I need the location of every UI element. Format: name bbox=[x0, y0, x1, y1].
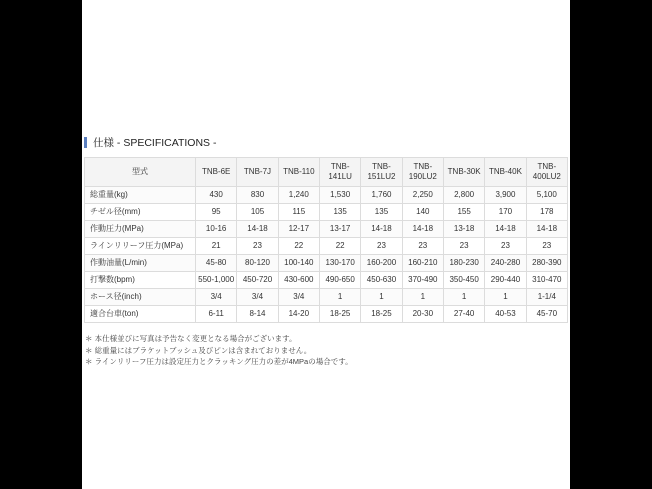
table-cell: 290-440 bbox=[485, 272, 526, 289]
table-cell: 45-80 bbox=[196, 255, 237, 272]
footnote-item: ＊ 本仕様並びに写真は予告なく変更となる場合がございます。 bbox=[85, 334, 297, 343]
table-cell: 22 bbox=[278, 238, 319, 255]
table-cell: 18-25 bbox=[319, 306, 360, 323]
footnote-item: ＊ 総重量にはブラケットブッシュ及びピンは含まれておりません。 bbox=[85, 345, 312, 355]
table-cell: 95 bbox=[196, 204, 237, 221]
table-corner-header: 型式 bbox=[85, 158, 196, 187]
table-row bbox=[85, 238, 568, 255]
table-cell: 14-18 bbox=[485, 221, 526, 238]
table-cell: 3/4 bbox=[196, 289, 237, 306]
table-row-label: 総重量(kg) bbox=[85, 187, 196, 204]
table-cell: 23 bbox=[361, 238, 402, 255]
table-cell: 115 bbox=[278, 204, 319, 221]
table-row bbox=[85, 255, 568, 272]
table-cell: 23 bbox=[485, 238, 526, 255]
table-cell: 160-200 bbox=[361, 255, 402, 272]
table-cell: 23 bbox=[443, 238, 484, 255]
table-row-label: 作動油量(L/min) bbox=[85, 255, 196, 272]
table-row bbox=[85, 272, 568, 289]
table-row-label: チゼル径(mm) bbox=[85, 204, 196, 221]
table-cell: 14-18 bbox=[361, 221, 402, 238]
table-row bbox=[85, 289, 568, 306]
table-row-label: 打撃数(bpm) bbox=[85, 272, 196, 289]
table-cell: 450-720 bbox=[237, 272, 278, 289]
table-row-label: ラインリリーフ圧力(MPa) bbox=[85, 238, 196, 255]
table-cell: 1,530 bbox=[319, 187, 360, 204]
table-row bbox=[85, 187, 568, 204]
specifications-table bbox=[84, 157, 568, 323]
table-cell: 430-600 bbox=[278, 272, 319, 289]
table-row-label: 適合台車(ton) bbox=[85, 306, 196, 323]
table-cell: 240-280 bbox=[485, 255, 526, 272]
table-cell: 2,800 bbox=[443, 187, 484, 204]
footnote-item: ＊ ラインリリーフ圧力は設定圧力とクラッキング圧力の差が4MPaの場合です。 bbox=[85, 357, 353, 367]
table-cell: 45-70 bbox=[526, 306, 567, 323]
table-cell: 5,100 bbox=[526, 187, 567, 204]
table-cell: 8-14 bbox=[237, 306, 278, 323]
table-row bbox=[85, 306, 568, 323]
table-row-label: 作動圧力(MPa) bbox=[85, 221, 196, 238]
table-cell: 3/4 bbox=[237, 289, 278, 306]
table-row bbox=[85, 221, 568, 238]
table-cell: 3,900 bbox=[485, 187, 526, 204]
table-cell: 18-25 bbox=[361, 306, 402, 323]
table-cell: 22 bbox=[319, 238, 360, 255]
table-cell: 180-230 bbox=[443, 255, 484, 272]
table-column-header: TNB-40K bbox=[485, 158, 526, 187]
table-cell: 160-210 bbox=[402, 255, 443, 272]
table-cell: 80-120 bbox=[237, 255, 278, 272]
table-cell: 140 bbox=[402, 204, 443, 221]
table-cell: 370-490 bbox=[402, 272, 443, 289]
accent-bar-icon bbox=[84, 137, 87, 148]
table-cell: 40-53 bbox=[485, 306, 526, 323]
table-cell: 830 bbox=[237, 187, 278, 204]
table-column-header: TNB-151LU2 bbox=[361, 158, 402, 187]
table-cell: 1,760 bbox=[361, 187, 402, 204]
table-cell: 23 bbox=[237, 238, 278, 255]
specifications-section bbox=[82, 135, 570, 368]
table-cell: 170 bbox=[485, 204, 526, 221]
table-cell: 1 bbox=[361, 289, 402, 306]
footnotes bbox=[85, 333, 570, 368]
table-cell: 14-18 bbox=[237, 221, 278, 238]
table-cell: 20-30 bbox=[402, 306, 443, 323]
table-cell: 6-11 bbox=[196, 306, 237, 323]
table-cell: 14-18 bbox=[526, 221, 567, 238]
table-cell: 1 bbox=[319, 289, 360, 306]
table-cell: 1,240 bbox=[278, 187, 319, 204]
table-column-header: TNB-30K bbox=[443, 158, 484, 187]
table-cell: 14-20 bbox=[278, 306, 319, 323]
table-row-label: ホース径(inch) bbox=[85, 289, 196, 306]
table-cell: 310-470 bbox=[526, 272, 567, 289]
table-column-header: TNB-190LU2 bbox=[402, 158, 443, 187]
table-cell: 1 bbox=[443, 289, 484, 306]
table-column-header: TNB-7J bbox=[237, 158, 278, 187]
table-cell: 21 bbox=[196, 238, 237, 255]
table-cell: 490-650 bbox=[319, 272, 360, 289]
table-cell: 105 bbox=[237, 204, 278, 221]
table-row bbox=[85, 204, 568, 221]
table-cell: 1 bbox=[402, 289, 443, 306]
table-cell: 135 bbox=[361, 204, 402, 221]
table-body bbox=[85, 187, 568, 323]
table-cell: 10-16 bbox=[196, 221, 237, 238]
table-cell: 3/4 bbox=[278, 289, 319, 306]
document-page bbox=[82, 0, 570, 489]
table-cell: 550-1,000 bbox=[196, 272, 237, 289]
table-cell: 178 bbox=[526, 204, 567, 221]
table-head bbox=[85, 158, 568, 187]
table-cell: 450-630 bbox=[361, 272, 402, 289]
table-cell: 135 bbox=[319, 204, 360, 221]
table-cell: 430 bbox=[196, 187, 237, 204]
table-cell: 12-17 bbox=[278, 221, 319, 238]
table-cell: 2,250 bbox=[402, 187, 443, 204]
table-cell: 130-170 bbox=[319, 255, 360, 272]
table-cell: 14-18 bbox=[402, 221, 443, 238]
table-column-header: TNB-6E bbox=[196, 158, 237, 187]
table-column-header: TNB-141LU bbox=[319, 158, 360, 187]
table-cell: 13-18 bbox=[443, 221, 484, 238]
table-cell: 100-140 bbox=[278, 255, 319, 272]
table-cell: 155 bbox=[443, 204, 484, 221]
table-cell: 23 bbox=[526, 238, 567, 255]
table-cell: 280-390 bbox=[526, 255, 567, 272]
table-cell: 23 bbox=[402, 238, 443, 255]
table-header-row bbox=[85, 158, 568, 187]
table-cell: 1-1/4 bbox=[526, 289, 567, 306]
table-cell: 1 bbox=[485, 289, 526, 306]
table-cell: 13-17 bbox=[319, 221, 360, 238]
table-column-header: TNB-400LU2 bbox=[526, 158, 567, 187]
table-cell: 350-450 bbox=[443, 272, 484, 289]
section-title bbox=[82, 135, 570, 150]
section-title-label: 仕様 - SPECIFICATIONS - bbox=[93, 137, 217, 149]
table-cell: 27-40 bbox=[443, 306, 484, 323]
table-column-header: TNB-110 bbox=[278, 158, 319, 187]
